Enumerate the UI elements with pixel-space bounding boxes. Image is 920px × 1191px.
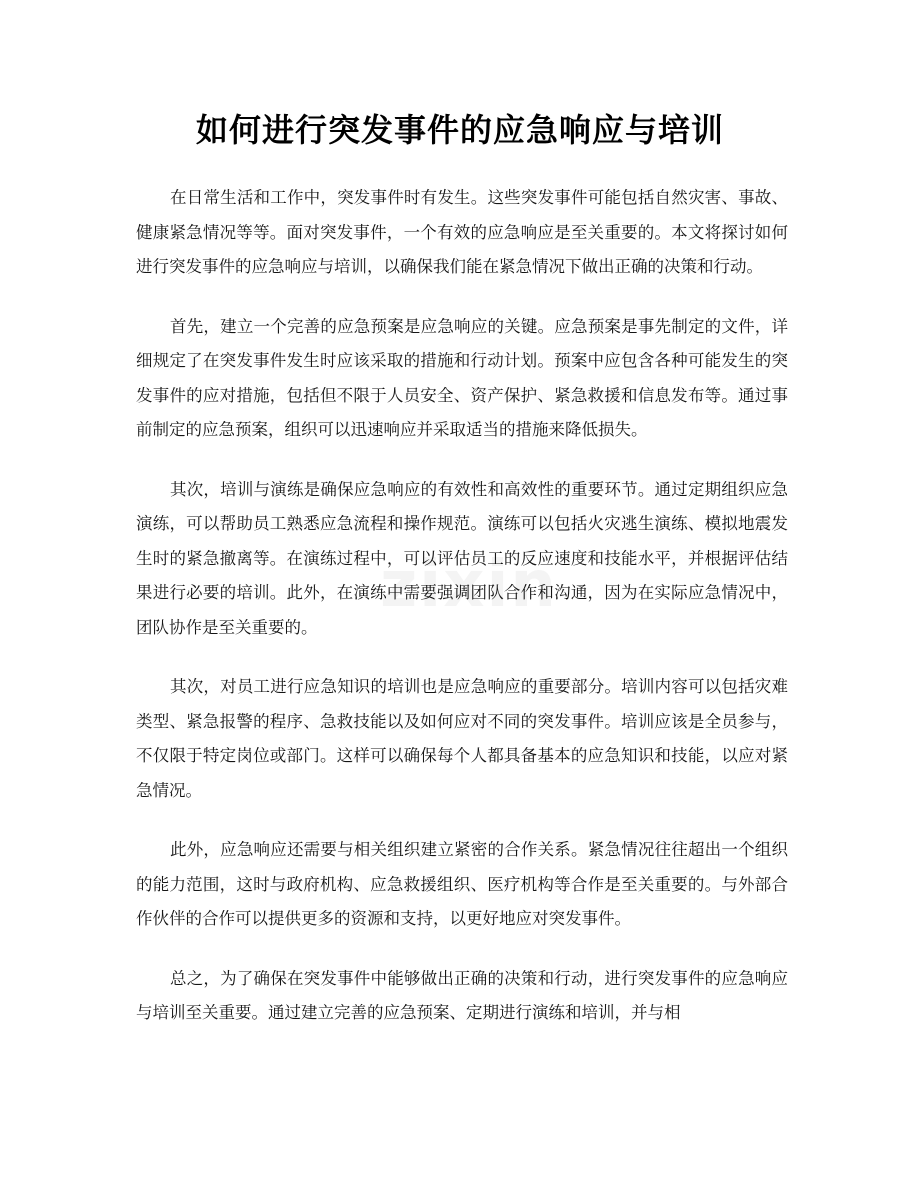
paragraph: 首先，建立一个完善的应急预案是应急响应的关键。应急预案是事先制定的文件，详细规定了在突发事件发生时应该采取的措施和行动计划。预案中应包含各种可能发生的突发事件的应对措施，包括但不限于人员安全、资产保护、紧急救援和信息发布等。通过事前制定的应急预案，组织可以迅速响应并采取适当的措施来降低损失。 <box>136 316 788 439</box>
paragraph: 此外，应急响应还需要与相关组织建立紧密的合作关系。紧急情况往往超出一个组织的能力范围，这时与政府机构、应急救援组织、医疗机构等合作是至关重要的。与外部合作伙伴的合作可以提供更多的资源和支持，以更好地应对突发事件。 <box>136 840 788 928</box>
paragraph: 其次，培训与演练是确保应急响应的有效性和高效性的重要环节。通过定期组织应急演练，可以帮助员工熟悉应急流程和操作规范。演练可以包括火灾逃生演练、模拟地震发生时的紧急撤离等。在演练过程中，可以评估员工的反应速度和技能水平，并根据评估结果进行必要的培训。此外，在演练中需要强调团队合作和沟通，因为在实际应急情况中，团队协作是至关重要的。 <box>136 479 788 637</box>
paragraph: 其次，对员工进行应急知识的培训也是应急响应的重要部分。培训内容可以包括灾难类型、紧急报警的程序、急救技能以及如何应对不同的突发事件。培训应该是全员参与，不仅限于特定岗位或部门。这样可以确保每个人都具备基本的应急知识和技能，以应对紧急情况。 <box>136 677 788 800</box>
paragraph: 在日常生活和工作中，突发事件时有发生。这些突发事件可能包括自然灾害、事故、健康紧急情况等等。面对突发事件，一个有效的应急响应是至关重要的。本文将探讨如何进行突发事件的应急响应与培训，以确保我们能在紧急情况下做出正确的决策和行动。 <box>136 188 788 276</box>
document-title: 如何进行突发事件的应急响应与培训 <box>195 111 724 149</box>
paragraph: 总之，为了确保在突发事件中能够做出正确的决策和行动，进行突发事件的应急响应与培训至关重要。通过建立完善的应急预案、定期进行演练和培训，并与相 <box>136 968 788 1022</box>
document-body <box>136 181 788 1056</box>
watermark: zixin <box>380 548 558 622</box>
